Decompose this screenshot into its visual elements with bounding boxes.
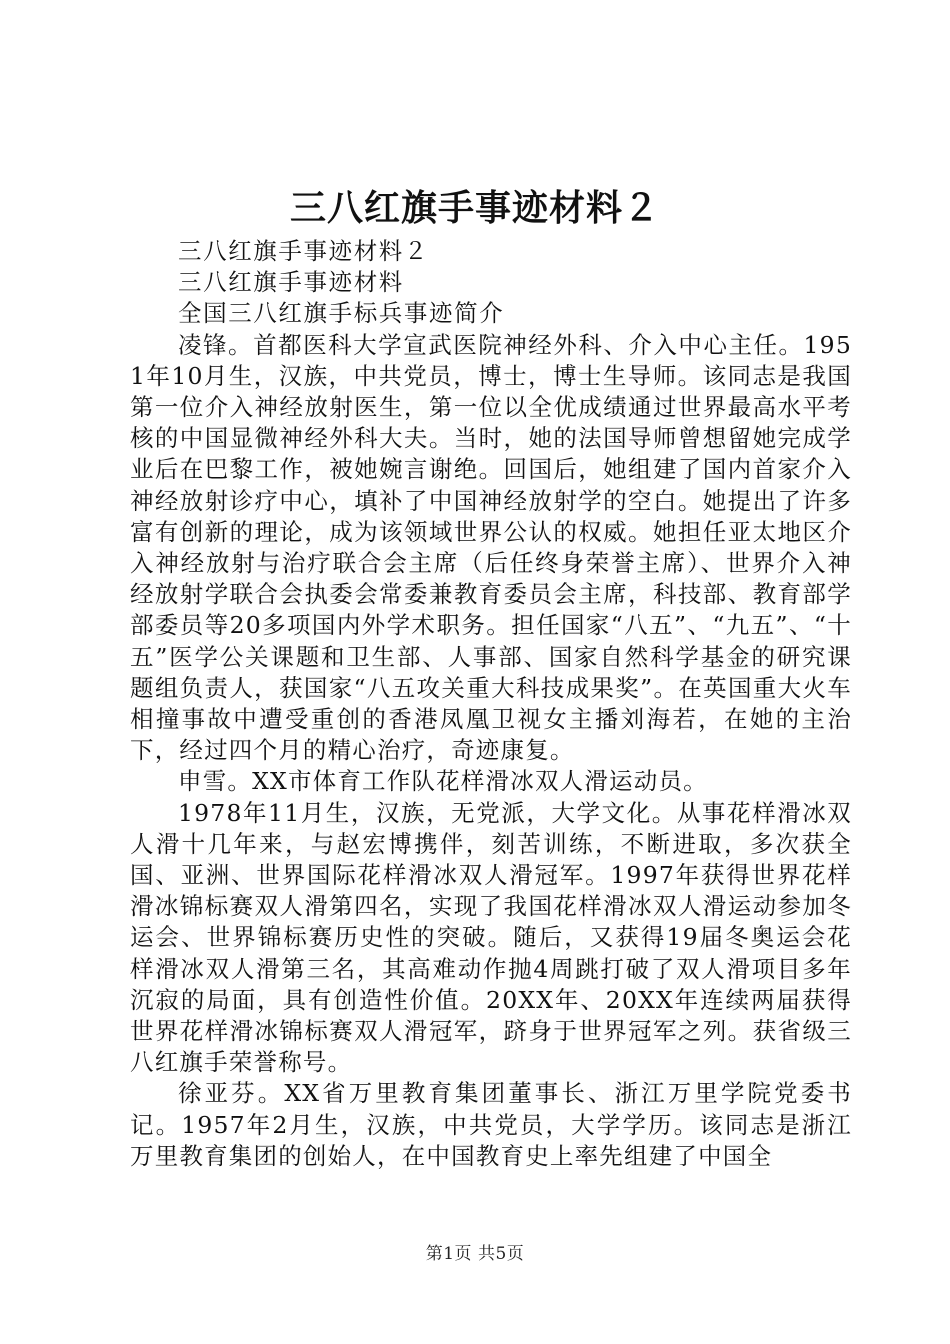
- page-footer: 第1页 共5页: [425, 1244, 525, 1264]
- paragraph-subtitle: 三八红旗手事迹材料２: [178, 237, 429, 265]
- paragraph-section-title: 三八红旗手事迹材料: [178, 268, 404, 297]
- paragraph-section-heading: 全国三八红旗手标兵事迹简介: [178, 299, 505, 328]
- paragraph-ling-feng: 凌锋。首都医科大学宣武医院神经外科、介入中心主任。1951年10月生，汉族，中共党员，博士，博士生导师。该同志是我国第一位介入神经放射医生，第一位以全优成绩通过世界最高水平考核的中国显微神经外科大夫。当时，她的法国导师曾想留她完成学业后在巴黎工作，被她婉言谢绝。回国后，她组建了国内首家介入神经放射诊疗中心，填补了中国神经放射学的空白。她提出了许多富有创新的理论，成为该领域世界公认的权威。她担任亚太地区介入神经放射与治疗联合会主席（后任终身荣誉主席）、世界介入神经放射学联合会执委会常委兼教育委员会主席，科技部、教育部学部委员等20多项国内外学术职务。担任国家“八五”、“九五”、“十五”医学公关课题和卫生部、人事部、国家自然科学基金的研究课题组负责人，获国家“八五攻关重大科技成果奖”。在英国重大火车相撞事故中遭受重创的香港凤凰卫视女主播刘海若，在她的主治下，经过四个月的精心治疗，奇迹康复。: [130, 330, 852, 765]
- paragraph-shen-xue-detail: 1978年11月生，汉族，无党派，大学文化。从事花样滑冰双人滑十几年来，与赵宏博携伴，刻苦训练，不断进取，多次获全国、亚洲、世界国际花样滑冰双人滑冠军。1997年获得世界花样滑冰锦标赛双人滑第四名，实现了我国花样滑冰双人滑运动参加冬运会、世界锦标赛历史性的突破。随后，又获得19届冬奥运会花样滑冰双人滑第三名，其高难动作抛4周跳打破了双人滑项目多年沉寂的局面，具有创造性价值。20XX年、20XX年连续两届获得世界花样滑冰锦标赛双人滑冠军，跻身于世界冠军之列。获省级三八红旗手荣誉称号。: [130, 798, 852, 1077]
- paragraph-xu-yafen: 徐亚芬。XX省万里教育集团董事长、浙江万里学院党委书记。1957年2月生，汉族，中共党员，大学学历。该同志是浙江万里教育集团的创始人，在中国教育史上率先组建了中国全: [130, 1079, 852, 1170]
- document-title: 三八红旗手事迹材料２: [289, 187, 660, 229]
- document-body: [130, 236, 852, 1172]
- paragraph-shen-xue-intro: 申雪。XX市体育工作队花样滑冰双人滑运动员。: [178, 767, 708, 796]
